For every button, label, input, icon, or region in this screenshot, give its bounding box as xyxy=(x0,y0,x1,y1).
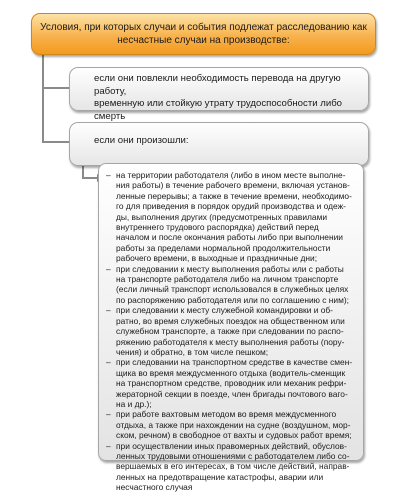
header-line: несчастные случаи на производстве: xyxy=(117,35,290,46)
circumstance-item xyxy=(106,441,359,493)
circumstance-text xyxy=(116,305,345,357)
circumstance-item xyxy=(106,409,359,440)
circumstance-line: на территории работодателя (либо в ином месте выполне- xyxy=(116,170,346,180)
circumstance-line: ленные перерывы; а также в течение времени, необходимо- xyxy=(116,190,352,201)
circumstance-line: на транспортном средстве, проводник или механик рефри- xyxy=(116,378,347,389)
circumstance-text xyxy=(116,409,352,440)
circumstance-line: по распоряжению работодателя или по соглашению с ним); xyxy=(116,294,349,305)
circumstance-line: ленных на предотвращение катастрофы, аварии или xyxy=(116,471,324,482)
dash-bullet: – xyxy=(106,170,111,180)
header-box xyxy=(31,13,376,55)
circumstances-list xyxy=(106,170,359,493)
circumstance-line: началом и после окончания работы либо при выполнении xyxy=(116,232,343,243)
condition-line: временную или стойкую утрату трудоспособности либо смерть xyxy=(94,98,343,122)
circumstance-line: го для приведения в порядок орудий производства и одеж- xyxy=(116,201,346,212)
circumstance-line: ния работы) в течение рабочего времени, включая установ- xyxy=(116,180,350,191)
circumstance-line: на и др.); xyxy=(116,398,152,409)
circumstance-line: отдыха, а также при нахождении на судне (воздушном, мор- xyxy=(116,419,351,430)
condition-box-occurred xyxy=(69,122,369,166)
circumstance-line: (если личный транспорт использовался в служебных целях xyxy=(116,284,349,295)
dash-bullet: – xyxy=(106,409,111,420)
circumstance-item xyxy=(106,357,359,409)
circumstance-item xyxy=(106,305,359,357)
connector-trunk xyxy=(42,55,44,143)
header-line: Условия, при которых случаи и события подлежат расследованию как xyxy=(40,22,367,33)
circumstance-line: ском, речном) в свободное от вахты и судовых работ время; xyxy=(116,430,352,441)
circumstance-text xyxy=(116,264,349,306)
circumstance-line: при следовании к месту выполнения работы или с работы xyxy=(116,263,344,274)
circumstance-line: ратно, во время служебных поездок на общественном или xyxy=(116,315,345,326)
circumstance-text xyxy=(116,357,352,409)
circumstance-line: служебном транспорте, а также при следовании по распо- xyxy=(116,326,344,337)
condition-line: если они повлекли необходимость перевода на другую работу, xyxy=(94,73,341,97)
circumstance-item xyxy=(106,170,359,264)
circumstance-text xyxy=(116,170,352,264)
dash-bullet: – xyxy=(106,263,111,274)
circumstance-line: внутреннего трудового распорядка) действий перед xyxy=(116,222,319,233)
circumstance-line: работы за пределами нормальной продолжительности xyxy=(116,242,331,253)
circumstance-line: ряжению работодателя к месту выполнения работы (пору- xyxy=(116,336,345,347)
circumstance-line: при осуществлении иных правомерных действий, обуслов- xyxy=(116,440,347,451)
connector-branch-2 xyxy=(42,141,72,143)
condition-line: если они произошли: xyxy=(94,135,189,146)
dash-bullet: – xyxy=(106,305,111,316)
circumstance-line: щика во время междусменного отдыха (водитель-сменщик xyxy=(116,367,346,378)
circumstance-item xyxy=(106,264,359,306)
circumstance-line: несчастного случая xyxy=(116,482,193,493)
circumstances-box xyxy=(98,163,364,493)
dash-bullet: – xyxy=(106,440,111,451)
circumstance-line: ды, выполнения других (предусмотренных правилами xyxy=(116,211,328,222)
circumstance-line: на транспорте работодателя либо на личном транспорте xyxy=(116,274,339,285)
dash-bullet: – xyxy=(106,357,111,368)
circumstance-line: рабочего времени, в выходные и праздничные дни; xyxy=(116,253,318,264)
circumstance-line: жераторной секции в поезде, член бригады почтового ваго- xyxy=(116,388,348,399)
circumstance-line: ленных трудовыми отношениями с работодателем либо со- xyxy=(116,450,350,461)
connector-branch-1 xyxy=(42,87,72,89)
circumstance-text xyxy=(116,441,349,493)
circumstance-line: вершаемых в его интересах, в том числе действий, направ- xyxy=(116,461,350,472)
circumstance-line: при следовании к месту служебной командировки и об- xyxy=(116,305,333,316)
condition-box-consequences xyxy=(69,67,369,122)
circumstance-line: при работе вахтовым методом во время междусменного xyxy=(116,409,337,420)
circumstance-line: чения) и обратно, в том числе пешком; xyxy=(116,346,269,357)
circumstance-line: при следовании на транспортном средстве в качестве смен- xyxy=(116,357,353,368)
